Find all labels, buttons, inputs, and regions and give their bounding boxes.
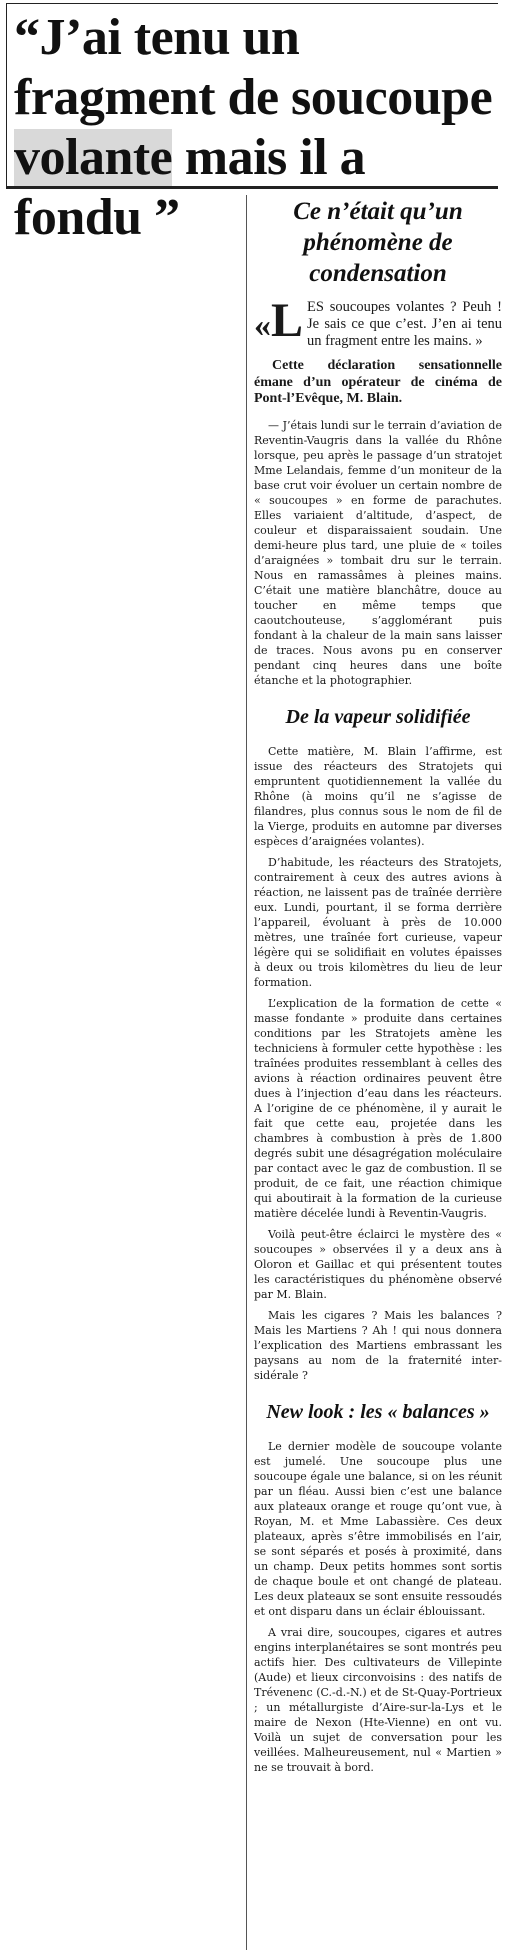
body-paragraph: L’explication de la formation de cette « masse fondante » produite dans certaines conditions par les Stratojets amène les techniciens à formuler cette hypothèse : les traînées produites ressemblant à celles des avions à réaction ordinaires peuvent être dues à l’injection d’eau dans les réacteurs. A l’origine de ce phénomène, il y aurait le fait que cette eau, projetée dans les chambres à combustion à près de 1.800 degrés subit une désagrégation moléculaire par contact avec le gaz de combustion. Il se produit, de ce fait, une réaction chimique qui aboutirait à la formation de la curieuse matière décelée lundi à Reventin-Vaugris. bbox=[254, 996, 502, 1220]
opening-guillemet: « bbox=[254, 307, 271, 344]
drop-cap-letter: L bbox=[271, 294, 304, 347]
intro-quote bbox=[254, 294, 502, 350]
body-paragraph: Mais les cigares ? Mais les balances ? Mais les Martiens ? Ah ! qui nous donnera l’explication des Martiens embrassant les paysans au nom de la fraternité inter-sidérale ? bbox=[254, 1308, 502, 1382]
body-paragraph: Le dernier modèle de soucoupe volante est jumelé. Une soucoupe plus une soucoupe égale une balance, si on les réunit par un fléau. Aussi bien c’est une balance aux plateaux orange et rouge qu’ont vue, à Royan, M. et Mme Labassière. Ces deux plateaux, après s’être immobilisés en l’air, se sont séparés et posés à proximité, dans un champ. Deux petits hommes sont sortis de chaque boule et ont changé de plateau. Les deux plateaux se sont ensuite ressoudés et ont disparu dans un éclair éblouissant. bbox=[254, 1439, 502, 1618]
headline-highlight: volante bbox=[14, 129, 173, 186]
column-rule bbox=[246, 195, 247, 1950]
headline-part-2: mais il a fondu ” bbox=[14, 129, 366, 246]
headline-part-1: “J’ai tenu un fragment de soucoupe bbox=[14, 9, 493, 126]
intro-text: ES soucoupes volantes ? Peuh ! Je sais ce que c’est. J’en ai tenu un fragment entre les mains. » bbox=[307, 299, 502, 349]
section-title-balances: New look : les « balances » bbox=[266, 1400, 490, 1423]
body-paragraph: — J’étais lundi sur le terrain d’aviation de Reventin-Vaugris dans la vallée du Rhône lorsque, peu après le passage d’un stratojet Mme Lelandais, femme d’un moniteur de la base crut voir évoluer un certain nombre de « soucoupes » en forme de parachutes. Elles variaient d’altitude, d’aspect, de couleur et disparaissaient soudain. Une demi-heure plus tard, une pluie de « toiles d’araignées » tombait dru sur le terrain. Nous en ramassâmes à pleines mains. C’était une matière blanchâtre, douce au toucher en même temps que caoutchouteuse, s’agglomérant puis fondant à la chaleur de la main sans laisser de traces. Nous avons pu en conserver pendant cinq heures dans une boîte étanche et la photographier. bbox=[254, 418, 502, 687]
section-title-vapeur: De la vapeur solidifiée bbox=[285, 705, 471, 728]
body-paragraph: Cette matière, M. Blain l’affirme, est issue des réacteurs des Stratojets qui empruntent quotidiennement la vallée du Rhône (à moins qu’il ne s’agisse de filandres, plus connus sous le nom de fil de la Vierge, produits en automne par diverses espèces d’araignées volantes). bbox=[254, 744, 502, 848]
body-paragraph: A vrai dire, soucoupes, cigares et autres engins interplanétaires se sont montrés peu actifs hier. Des cultivateurs de Villepinte (Aude) et lieux circonvoisins : des natifs de Trévenenc (C.-d.-N.) et de St-Quay-Portrieux ; un métallurgiste d’Aire-sur-la-Lys et le maire de Nexon (Hte-Vienne) en ont vu. Voilà un sujet de conversation pour les veillées. Malheureusement, nul « Martien » ne se trouvait à bord. bbox=[254, 1625, 502, 1774]
article-column bbox=[254, 196, 502, 1781]
body-paragraph: Voilà peut-être éclairci le mystère des « soucoupes » observées il y a deux ans à Oloron et Gaillac et qui présentent toutes les caractéristiques du phénomène observé par M. Blain. bbox=[254, 1227, 502, 1301]
body-paragraph: D’habitude, les réacteurs des Stratojets, contrairement à ceux des autres avions à réaction, ne laissent pas de traînée derrière eux. Lundi, pourtant, il se forma derrière l’appareil, évoluant à près de 10.000 mètres, une traînée fort curieuse, vapeur légère qui se solidifiait en volutes épaisses à deux ou trois kilomètres du lieu de leur formation. bbox=[254, 855, 502, 989]
drop-cap bbox=[254, 294, 304, 347]
subheadline: Ce n’était qu’un phénomène de condensation bbox=[293, 198, 463, 287]
lead-paragraph: Cette déclaration sensationnelle émane d’un opérateur de cinéma de Pont-l’Evêque, M. Blain. bbox=[254, 358, 502, 406]
